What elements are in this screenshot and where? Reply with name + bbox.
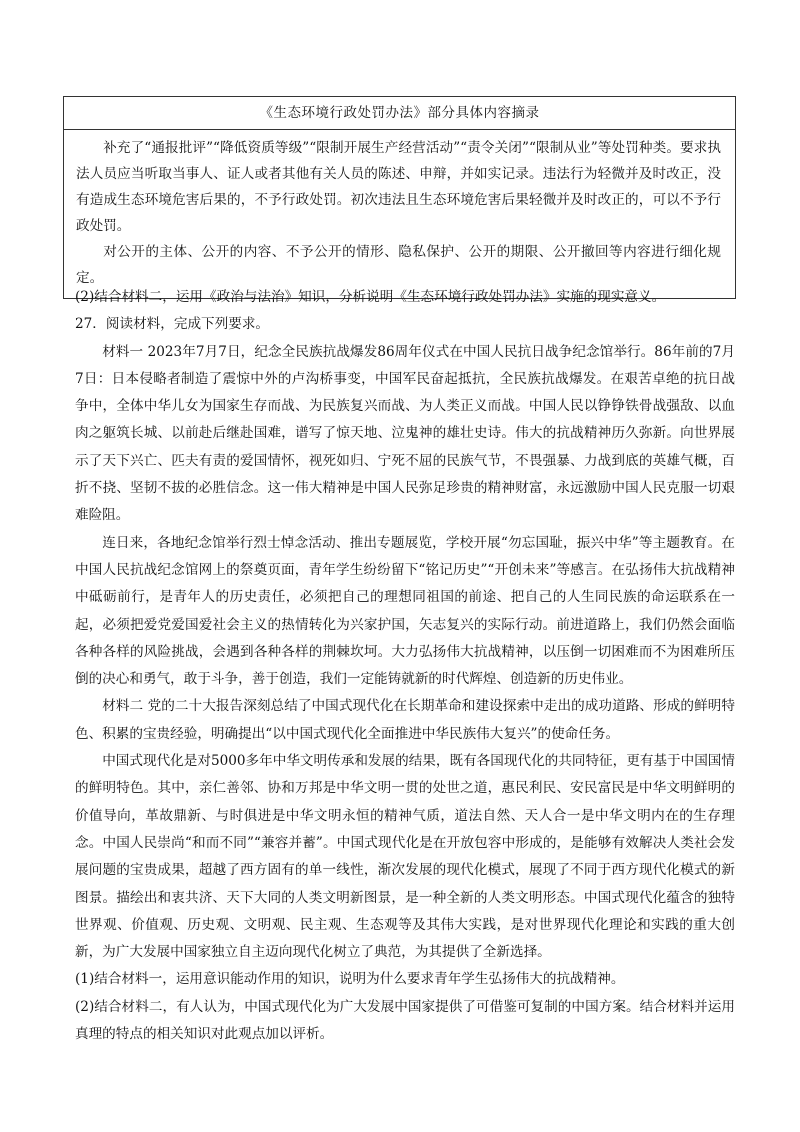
material-1-paragraph-1: 材料一 2023年7月7日，纪念全民族抗战爆发86周年仪式在中国人民抗日战争纪念馆举行。86年前的7月7日：日本侵略者制造了震惊中外的卢沟桥事变，中国军民奋起抵抗，全民族抗战爆发。在艰苦卓绝的抗日战争中，全体中华儿女为国家生存而战、为民族复兴而战、为人类正义而战。中国人民以铮铮铁骨战强敌、以血肉之躯筑长城、以前赴后继赴国难，谱写了惊天地、泣鬼神的雄壮史诗。伟大的抗战精神历久弥新。向世界展示了天下兴亡、匹夫有责的爱国情怀，视死如归、宁死不屈的民族气节，不畏强暴、力战到底的英雄气概，百折不挠、坚韧不拔的必胜信念。这一伟大精神是中国人民弥足珍贵的精神财富，永远激励中国人民克服一切艰难险阻。 bbox=[75, 343, 735, 524]
material-2-paragraph-1: 材料二 党的二十大报告深刻总结了中国式现代化在长期革命和建设探索中走出的成功道路、形成的鲜明特色、积累的宝贵经验，明确提出“以中国式现代化全面推进中华民族伟大复兴”的使命任务。 bbox=[75, 698, 735, 742]
material-1-paragraph-2: 连日来，各地纪念馆举行烈士悼念活动、推出专题展览，学校开展“勿忘国耻，振兴中华”等主题教育。在中国人民抗战纪念馆网上的祭奠页面，青年学生纷纷留下“铭记历史”“开创未来”等感言。在弘扬伟大抗战精神中砥砺前行，是青年人的历史责任，必须把自己的理想同祖国的前途、把自己的人生同民族的命运联系在一起，必须把爱党爱国爱社会主义的热情转化为兴家护国，矢志复兴的实际行动。前进道路上，我们仍然会面临各种各样的风险挑战，会遇到各种各样的荆棘坎坷。大力弘扬伟大抗战精神，以压倒一切困难而不为困难所压倒的决心和勇气，敢于斗争，善于创造，我们一定能铸就新的时代辉煌、创造新的历史伟业。 bbox=[75, 534, 735, 688]
question-27-part-2: (2)结合材料二，有人认为，中国式现代化为广大发展中国家提供了可借鉴可复制的中国方案。结合材料并运用真理的特点的相关知识对此观点加以评析。 bbox=[75, 998, 735, 1043]
excerpt-paragraph-2: 对公开的主体、公开的内容、不予公开的情形、隐私保护、公开的期限、公开撤回等内容进行细化规定。 bbox=[76, 244, 721, 286]
question-27-heading: 27．阅读材料，完成下列要求。 bbox=[75, 316, 270, 333]
excerpt-title: 《生态环境行政处罚办法》部分具体内容摘录 bbox=[64, 97, 735, 130]
material-2-paragraph-2: 中国式现代化是对5000多年中华文明传承和发展的结果，既有各国现代化的共同特征，更有基于中国国情的鲜明特色。其中，亲仁善邻、协和万邦是中华文明一贯的处世之道，惠民利民、安民富民是中华文明鲜明的价值导向，革故鼎新、与时俱进是中华文明永恒的精神气质，道法自然、天人合一是中华文明内在的生存理念。中国人民崇尚“和而不同”“兼容并蓄”。中国式现代化是在开放包容中形成的，是能够有效解决人类社会发展问题的宝贵成果，超越了西方固有的单一线性，渐次发展的现代化模式，展现了不同于西方现代化模式的新图景。描绘出和衷共济、天下大同的人类文明新图景，是一种全新的人类文明形态。中国式现代化蕴含的独特世界观、价值观、历史观、文明观、民主观、生态观等及其伟大实践，是对世界现代化理论和实践的重大创新，为广大发展中国家独立自主迈向现代化树立了典范，为其提供了全新选择。 bbox=[75, 753, 735, 961]
question-content bbox=[75, 284, 735, 1048]
question-27-part-1: (1)结合材料一，运用意识能动作用的知识，说明为什么要求青年学生弘扬伟大的抗战精神。 bbox=[75, 971, 625, 988]
excerpt-box bbox=[63, 96, 736, 299]
excerpt-body bbox=[64, 130, 735, 298]
question-26-part-2: (2)结合材料二，运用《政治与法治》知识，分析说明《生态环境行政处罚办法》实施的现实意义。 bbox=[75, 289, 666, 305]
excerpt-paragraph-1: 补充了“通报批评”“降低资质等级”“限制开展生产经营活动”“责令关闭”“限制从业”等处罚种类。要求执法人员应当听取当事人、证人或者其他有关人员的陈述、申辩，并如实记录。违法行为轻微并及时改正，没有造成生态环境危害后果的，不予行政处罚。初次违法且生态环境危害后果轻微并及时改正的，可以不予行政处罚。 bbox=[76, 140, 721, 234]
